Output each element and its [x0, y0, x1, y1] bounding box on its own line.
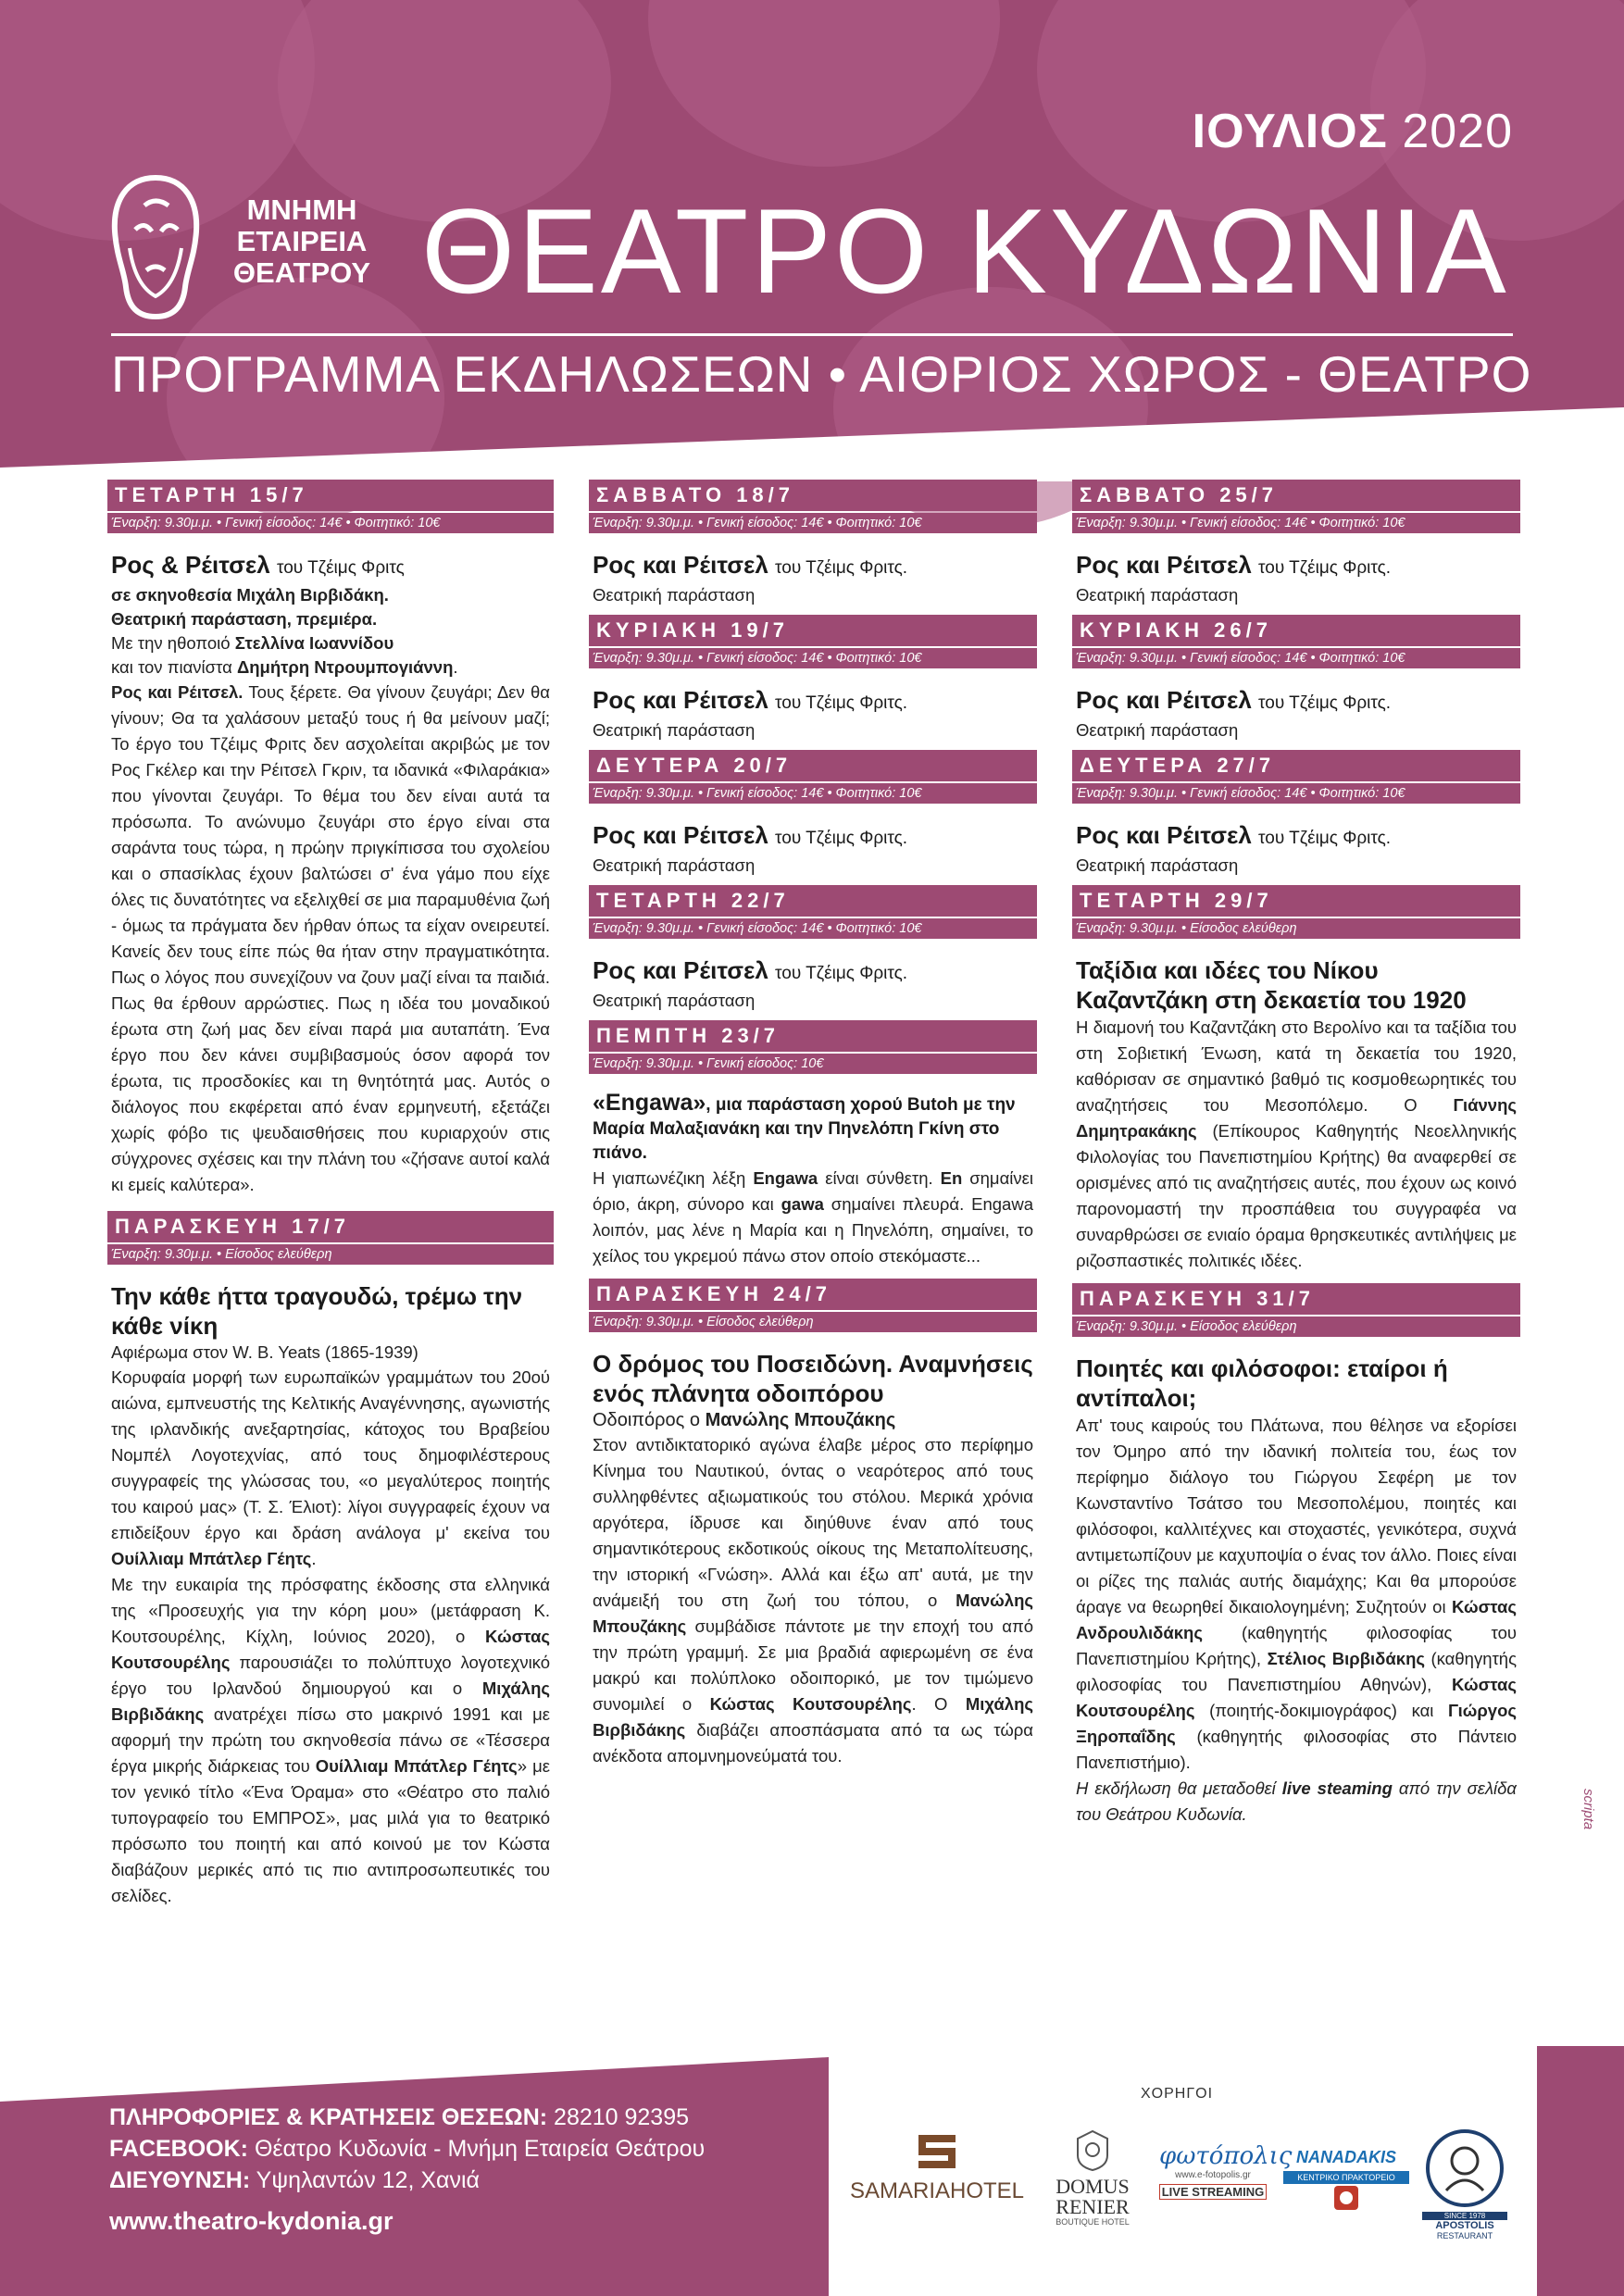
- minoan-lines-icon: [1332, 2184, 1360, 2212]
- column-1: [107, 480, 554, 1918]
- event-card: [1072, 885, 1520, 1283]
- event-description: Η διαμονή του Καζαντζάκη στο Βερολίνο και τα ταξίδια του στη Σοβιετική Ένωση, κατά τη δεκαετία του 1920, καθόρισαν σε σημαντικό βαθμό τις κοσμοθεωρητικές του αναζητήσεις του Μεσοπόλεμο. Ο Γιάννης Δημητρακάκης (Επίκουρος Καθηγητής Νεοελληνικής Φιλολογίας του Πανεπιστημίου Κρήτης) θα αναφερθεί σε ορισμένες από τις αναζητήσεις αυτές, που έχουν ως κοινό παρονομαστή την προσπάθεια του συγγραφέα να συναρθρώσει σε ενιαίο όραμα θρησκευτικές αντιλήψεις με ριζοσπαστικές πολιτικές ιδέες.: [1076, 1017, 1517, 1270]
- event-title: Ρος και Ρέιτσελ του Τζέιμς Φριτς.: [593, 686, 908, 714]
- event-card: [107, 1211, 554, 1918]
- event-day: ΤΕΤΑΡΤΗ 15/7: [107, 480, 554, 511]
- event-subtitle: Αφιέρωμα στον W. B. Yeats (1865-1939): [111, 1342, 418, 1362]
- event-type: Θεατρική παράσταση: [1076, 855, 1239, 875]
- event-card: [1072, 615, 1520, 750]
- event-director: σε σκηνοθεσία Μιχάλη Βιρβιδάκη.: [111, 585, 389, 605]
- phone-line: ΠΛΗΡΟΦΟΡΙΕΣ & ΚΡΑΤΗΣΕΙΣ ΘΕΣΕΩΝ: 28210 92395: [109, 2104, 690, 2130]
- event-meta: Έναρξη: 9.30μ.μ. • Γενική είσοδος: 14€ • Φοιτητικό: 10€: [589, 648, 1037, 668]
- event-title: Ρος και Ρέιτσελ του Τζέιμς Φριτς.: [1076, 551, 1392, 579]
- event-description: Ρος και Ρέιτσελ. Τους ξέρετε. Θα γίνουν ζευγάρι; Δεν θα γίνουν; Θα τα χαλάσουν μεταξύ τους ή θα μείνουν μαζί; Το έργο του Τζέιμς Φριτς δεν ασχολείται ακριβώς με τον Ρος Γκέλερ και την Ρέιτσελ Γκριν, τα ιδανικά «Φιλαράκια» που γίνονται ζευγάρι. Το θέμα του δεν είναι αυτά τα πρόσωπα. Το ανώνυμο ζευγάρι στο έργο είναι στα σαράντα τους τώρα, η πρώην πριγκίπισσα του σχολείου και ο σπασίκλας έχουν βαλτώσει σ' ένα γάμο που είχε όλες τις δυνατότητες να εξελιχθεί σε μια παραμυθένια ζωή - όμως τα πράγματα δεν ήρθαν όπως τα είχαν ονειρευτεί. Κανείς δεν τους είπε πώς θα ήταν στην πραγματικότητα. Πως ο λόγος που συνεχίζουν να ζουν μαζί είναι τα παιδιά. Πως θα έρθουν αρρώστιες. Πως η ιδέα του μοναδικού έρωτα στη ζωή μας δεν είναι παρά μια αυταπάτη. Ένα έργο που δεν κάνει συμβιβασμούς όσον αφορά τον έρωτα, τις προσδοκίες και τη θνητότητά μας. Αυτός ο διάλογος που εκφέρεται από έναν ερμηνευτή, εξετάζει χωρίς φόβο τις ψευδαισθήσεις που κυριαρχούν στις σύγχρονες σχέσεις και την πλάνη του «ζήσανε αυτοί καλά κι εμείς καλύτερα».: [111, 682, 550, 1194]
- facebook-line: FACEBOOK: Θέατρο Κυδωνία - Μνήμη Εταιρεία Θεάτρου: [109, 2136, 706, 2162]
- event-type: Θεατρική παράσταση: [593, 585, 756, 605]
- event-description: Με την ευκαιρία της πρόσφατης έκδοσης στα ελληνικά της «Προσευχής για την κόρη μου» (μετάφραση Κ. Κουτσουρέλης, Κίχλη, Ιούνιος 2020), ο Κώστας Κουτσουρέλης παρουσιάζει το πολύπτυχο λογοτεχνικό έργο του Ιρλανδού δημιουργού και ο Μιχάλης Βιρβιδάκης ανατρέχει πίσω στο μακρινό 1991 και με αφορμή την πρώτη του σκηνοθεσία πάνω σε «Τέσσερα έργα μικρής διάρκειας του Ουίλλιαμ Μπάτλερ Γέητς» με τον γενικό τίτλο «Ένα Όραμα» στο «Θέατρο στο παλιό τυπογραφείο του ΕΜΠΡΟΣ», μας μιλά για το θεατρικό πρόσωπο του ποιητή και από κοινού με τον Κώστα διαβάζουν μερικές από τις πιο αντιπροσωπευτικές του σελίδες.: [111, 1575, 550, 1905]
- event-day: ΠΑΡΑΣΚΕΥΗ 17/7: [107, 1211, 554, 1242]
- event-day: ΠΑΡΑΣΚΕΥΗ 24/7: [589, 1279, 1037, 1310]
- event-day: ΔΕΥΤΕΡΑ 27/7: [1072, 750, 1520, 781]
- event-day: ΤΕΤΑΡΤΗ 22/7: [589, 885, 1037, 917]
- event-card: [1072, 480, 1520, 615]
- event-title: Ρος και Ρέιτσελ του Τζέιμς Φριτς.: [1076, 686, 1392, 714]
- event-meta: Έναρξη: 9.30μ.μ. • Είσοδος ελεύθερη: [1072, 918, 1520, 939]
- event-meta: Έναρξη: 9.30μ.μ. • Γενική είσοδος: 10€: [589, 1054, 1037, 1074]
- event-meta: Έναρξη: 9.30μ.μ. • Είσοδος ελεύθερη: [589, 1312, 1037, 1332]
- event-cast: Με την ηθοποιό Στελλίνα Ιωαννίδου: [111, 633, 394, 653]
- event-title: Ταξίδια και ιδέες του Νίκου Καζαντζάκη στη δεκαετία του 1920: [1076, 956, 1467, 1014]
- event-card: [589, 615, 1037, 750]
- event-meta: Έναρξη: 9.30μ.μ. • Γενική είσοδος: 14€ • Φοιτητικό: 10€: [1072, 513, 1520, 533]
- event-type: Θεατρική παράσταση: [593, 720, 756, 740]
- event-day: ΣΑΒΒΑΤΟ 25/7: [1072, 480, 1520, 511]
- event-day: ΚΥΡΙΑΚΗ 19/7: [589, 615, 1037, 646]
- address-line: ΔΙΕΥΘΥΝΣΗ: Υψηλαντών 12, Χανιά: [109, 2167, 480, 2193]
- website-link[interactable]: www.theatro-kydonia.gr: [109, 2207, 394, 2235]
- event-day: ΣΑΒΒΑΤΟ 18/7: [589, 480, 1037, 511]
- header-divider: [111, 333, 1513, 336]
- event-note: Η εκδήλωση θα μεταδοθεί live steaming από την σελίδα του Θεάτρου Κυδωνία.: [1076, 1778, 1517, 1824]
- event-meta: Έναρξη: 9.30μ.μ. • Γενική είσοδος: 14€ • Φοιτητικό: 10€: [1072, 648, 1520, 668]
- event-title: Την κάθε ήττα τραγουδώ, τρέμω την κάθε νίκη: [111, 1282, 523, 1340]
- apostolis-portrait-icon: [1426, 2129, 1504, 2207]
- contact-info: [109, 2102, 705, 2196]
- event-meta: Έναρξη: 9.30μ.μ. • Είσοδος ελεύθερη: [1072, 1316, 1520, 1337]
- page-title: ΘΕΑΤΡΟ ΚΥΔΩΝΙΑ: [421, 183, 1509, 318]
- page-subtitle: ΠΡΟΓΡΑΜΜΑ ΕΚΔΗΛΩΣΕΩΝ • ΑΙΘΡΙΟΣ ΧΩΡΟΣ - ΘΕΑΤΡΟ: [111, 345, 1532, 403]
- event-description: Απ' τους καιρούς του Πλάτωνα, που θέλησε να εξορίσει τον Όμηρο από την ιδανική πολιτεία του, έως τον περίφημο διάλογο του Γιώργου Σεφέρη με τον Κωνσταντίνο Τσάτσο του Μεσοπολέμου, ποιητές και φιλόσοφοι, καλλιτέχνες και στοχαστές, γενικότερα, συχνά αντιμετωπίζουν με καχυποψία ο ένας τον άλλο. Ποιες είναι οι ρίζες της παλιάς αυτής διαμάχης; Και θα μπορούσε άραγε να θεωρηθεί δικαιολογημένη; Συζητούν οι Κώστας Ανδρουλιδάκης (καθηγητής φιλοσοφίας του Πανεπιστημίου Κρήτης), Στέλιος Βιρβιδάκης (καθηγητής φιλοσοφίας του Πανεπιστημίου Αθηνών), Κώστας Κουτσουρέλης (ποιητής-δοκιμιογράφος) και Γιώργος Ξηροπαΐδης (καθηγητής φιλοσοφίας στο Πάντειο Πανεπιστήμιο).: [1076, 1416, 1517, 1772]
- event-type: Θεατρική παράσταση, πρεμιέρα.: [111, 609, 378, 629]
- sponsors-heading: ΧΟΡΗΓΟΙ: [1141, 2086, 1214, 2102]
- event-meta: Έναρξη: 9.30μ.μ. • Γενική είσοδος: 14€ • Φοιτητικό: 10€: [107, 513, 554, 533]
- sponsor-fotopolis: φωτόπολις www.e-fotopolis.gr LIVE STREAMING: [1159, 2142, 1293, 2199]
- samaria-logo-icon: [909, 2129, 965, 2174]
- event-card: [589, 1020, 1037, 1279]
- event-title: Ρος και Ρέιτσελ του Τζέιμς Φριτς.: [593, 551, 908, 579]
- event-title: Ο δρόμος του Ποσειδώνη. Αναμνήσεις ενός πλάνητα οδοιπόρου: [593, 1350, 1033, 1407]
- sponsor-apostolis: SINCE 1978 APOSTOLIS RESTAURANT: [1422, 2129, 1507, 2240]
- sponsor-nanadakis: NANADAKIS ΚΕΝΤΡΙΚΟ ΠΡΑΚΤΟΡΕΙΟ: [1283, 2129, 1409, 2240]
- event-title: Ρος & Ρέιτσελ του Τζέιμς Φριτς: [111, 551, 405, 579]
- event-title: Ρος και Ρέιτσελ του Τζέιμς Φριτς.: [1076, 821, 1392, 849]
- designer-credit: scripta: [1580, 1789, 1596, 1830]
- event-title: Ρος και Ρέιτσελ του Τζέιμς Φριτς.: [593, 821, 908, 849]
- event-card: [1072, 1283, 1520, 1837]
- column-3: [1072, 480, 1520, 1837]
- event-day: ΠΕΜΠΤΗ 23/7: [589, 1020, 1037, 1052]
- event-day: ΚΥΡΙΑΚΗ 26/7: [1072, 615, 1520, 646]
- sponsor-domus-renier: DOMUS RENIER BOUTIQUE HOTEL: [1042, 2129, 1143, 2240]
- event-card: [589, 885, 1037, 1020]
- event-meta: Έναρξη: 9.30μ.μ. • Γενική είσοδος: 14€ • Φοιτητικό: 10€: [589, 783, 1037, 804]
- event-day: ΔΕΥΤΕΡΑ 20/7: [589, 750, 1037, 781]
- theatre-mask-icon: [107, 174, 204, 320]
- event-description: Κορυφαία μορφή των ευρωπαϊκών γραμμάτων του 20ού αιώνα, εμπνευστής της Κελτικής Αναγέννησης, αγωνιστής της ιρλανδικής ανεξαρτησίας, κάτοχος του Βραβείου Νομπέλ Λογοτεχνίας, από τους δημοφιλέστερους συγγραφείς της γλώσσας του, «ο μεγαλύτερος ποιητής του καιρού μας» (Τ. Σ. Έλιοτ): λίγοι συγγραφείς έχουν να επιδείξουν έργο και δράση ανάλογα μ' εκείνα του Ουίλλιαμ Μπάτλερ Γέητς.: [111, 1367, 550, 1568]
- event-title: Ποιητές και φιλόσοφοι: εταίροι ή αντίπαλοι;: [1076, 1354, 1448, 1412]
- event-card: [589, 480, 1037, 615]
- event-meta: Έναρξη: 9.30μ.μ. • Γενική είσοδος: 14€ • Φοιτητικό: 10€: [589, 918, 1037, 939]
- event-meta: Έναρξη: 9.30μ.μ. • Είσοδος ελεύθερη: [107, 1244, 554, 1265]
- event-meta: Έναρξη: 9.30μ.μ. • Γενική είσοδος: 14€ • Φοιτητικό: 10€: [589, 513, 1037, 533]
- sponsor-samaria-hotel: SAMARIAHOTEL: [844, 2129, 1030, 2240]
- event-day: ΤΕΤΑΡΤΗ 29/7: [1072, 885, 1520, 917]
- month-label: ΙΟΥΛΙΟΣ 2020: [1192, 105, 1513, 158]
- event-day: ΠΑΡΑΣΚΕΥΗ 31/7: [1072, 1283, 1520, 1315]
- event-title: «Engawa», μια παράσταση χορού Butoh με την Μαρία Μαλαξιανάκη και την Πηνελόπη Γκίνη στο πιάνο.: [593, 1090, 1016, 1163]
- event-meta: Έναρξη: 9.30μ.μ. • Γενική είσοδος: 14€ • Φοιτητικό: 10€: [1072, 783, 1520, 804]
- event-card: [589, 750, 1037, 885]
- event-type: Θεατρική παράσταση: [1076, 720, 1239, 740]
- event-type: Θεατρική παράσταση: [593, 855, 756, 875]
- event-description: Στον αντιδικτατορικό αγώνα έλαβε μέρος στο περίφημο Κίνημα του Ναυτικού, όντας ο νεαρότερος από τους συλληφθέντες αξιωματικούς του στόλου. Μερικά χρόνια αργότερα, ίδρυσε και διηύθυνε έναν από τους σημαντικότερους εκδοτικούς οίκους της Μεταπολίτευσης, την ιστορική «Γνώση». Αλλά και έξω απ' αυτά, με την ανάμειξή του στη ζωή του τόπου, ο Μανώλης Μπουζάκης συμβάδισε πάντοτε με την εποχή του από την πρώτη γραμμή. Σε μια βραδιά αφιερωμένη σε ένα μακρύ και πολύπλοκο οδοιπορικό, με τον τιμώμενο συνομιλεί ο Κώστας Κουτσουρέλης. Ο Μιχάλης Βιρβιδάκης διαβάζει αποσπάσματα από τα ως τώρα ανέκδοτα απομνημονεύματά του.: [593, 1435, 1033, 1766]
- event-subtitle: Οδοιπόρος ο Μανώλης Μπουζάκης: [593, 1410, 896, 1430]
- event-card: [589, 1279, 1037, 1778]
- event-type: Θεατρική παράσταση: [1076, 585, 1239, 605]
- column-2: [589, 480, 1037, 1778]
- event-description: Η γιαπωνέζικη λέξη Engawa είναι σύνθετη. En σημαίνει όριο, άκρη, σύνορο και gawa σημαίνει πλευρά. Engawa λοιπόν, μας λένε η Μαρία και η Πηνελόπη, σημαίνει, το χείλος του γκρεμού πάνω στον οποίο στεκόμαστε...: [593, 1168, 1033, 1266]
- event-cast: και τον πιανίστα Δημήτρη Ντρουμπογιάννη.: [111, 657, 458, 677]
- logo-wordmark: ΜΝΗΜΗ ΕΤΑΙΡΕΙΑ ΘΕΑΤΡΟΥ: [232, 193, 371, 289]
- event-title: Ρος και Ρέιτσελ του Τζέιμς Φριτς.: [593, 956, 908, 984]
- event-type: Θεατρική παράσταση: [593, 991, 756, 1010]
- domus-crest-icon: [1074, 2129, 1111, 2172]
- event-card: [107, 480, 554, 1207]
- event-card: [1072, 750, 1520, 885]
